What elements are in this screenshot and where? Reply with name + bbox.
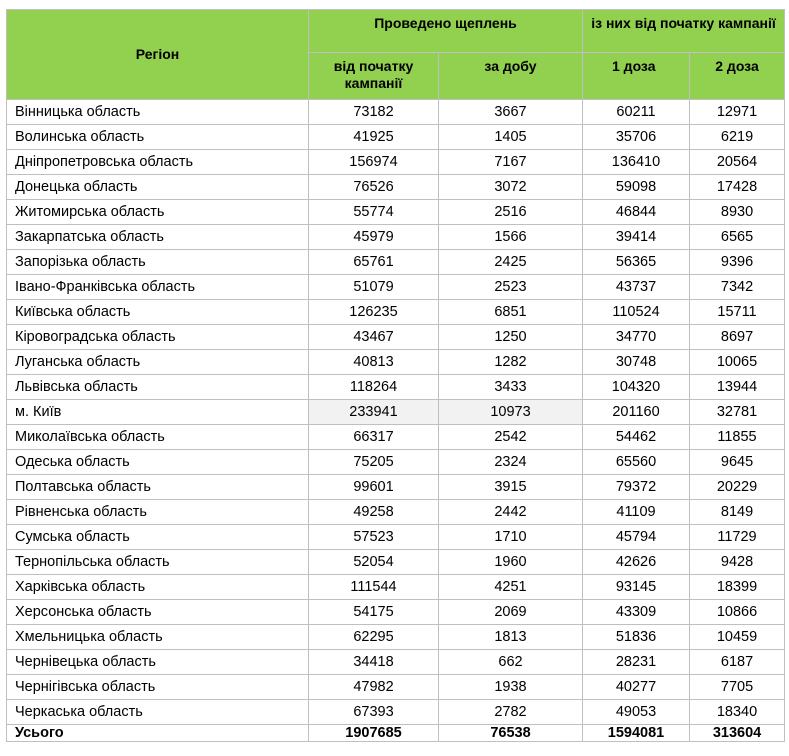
total-cell: 55774 xyxy=(309,200,439,225)
dose2-cell: 15711 xyxy=(690,300,785,325)
total-cell: 54175 xyxy=(309,600,439,625)
total-cell: 41925 xyxy=(309,125,439,150)
header-vaccinations: Проведено щеплень xyxy=(309,10,583,53)
per-day-cell: 3433 xyxy=(439,375,583,400)
total-cell: 34418 xyxy=(309,650,439,675)
dose1-cell: 104320 xyxy=(583,375,690,400)
region-cell: Вінницька область xyxy=(7,100,309,125)
region-cell: Чернівецька область xyxy=(7,650,309,675)
totals-row xyxy=(7,725,785,742)
total-cell: 99601 xyxy=(309,475,439,500)
dose1-cell: 93145 xyxy=(583,575,690,600)
dose1-cell: 136410 xyxy=(583,150,690,175)
vaccination-table xyxy=(6,9,785,742)
per-day-cell: 2516 xyxy=(439,200,583,225)
total-cell: 49258 xyxy=(309,500,439,525)
dose1-cell: 65560 xyxy=(583,450,690,475)
per-day-cell: 2324 xyxy=(439,450,583,475)
table-row xyxy=(7,700,785,725)
header-dose1: 1 доза xyxy=(583,53,690,100)
per-day-cell: 1710 xyxy=(439,525,583,550)
table-row xyxy=(7,175,785,200)
dose2-cell: 18340 xyxy=(690,700,785,725)
table-row xyxy=(7,250,785,275)
table-row xyxy=(7,550,785,575)
dose1-cell: 201160 xyxy=(583,400,690,425)
region-cell: Миколаївська область xyxy=(7,425,309,450)
dose1-cell: 60211 xyxy=(583,100,690,125)
region-cell: Полтавська область xyxy=(7,475,309,500)
dose1-cell: 45794 xyxy=(583,525,690,550)
dose2-cell: 10065 xyxy=(690,350,785,375)
total-cell: 75205 xyxy=(309,450,439,475)
region-cell: Луганська область xyxy=(7,350,309,375)
table-row xyxy=(7,400,785,425)
table-row xyxy=(7,525,785,550)
per-day-cell: 1282 xyxy=(439,350,583,375)
table-row xyxy=(7,300,785,325)
dose2-cell: 6187 xyxy=(690,650,785,675)
dose2-cell: 12971 xyxy=(690,100,785,125)
total-cell: 126235 xyxy=(309,300,439,325)
dose1-cell: 49053 xyxy=(583,700,690,725)
region-cell: Закарпатська область xyxy=(7,225,309,250)
table-row xyxy=(7,450,785,475)
dose2-cell: 9396 xyxy=(690,250,785,275)
dose2-cell: 10459 xyxy=(690,625,785,650)
table-body xyxy=(7,100,785,725)
table-row xyxy=(7,475,785,500)
totals-dose2: 313604 xyxy=(690,725,785,742)
region-cell: Кіровоградська область xyxy=(7,325,309,350)
table-row xyxy=(7,225,785,250)
table-row xyxy=(7,375,785,400)
totals-per-day: 76538 xyxy=(439,725,583,742)
table-header xyxy=(7,10,785,100)
dose2-cell: 6219 xyxy=(690,125,785,150)
region-cell: Харківська область xyxy=(7,575,309,600)
dose1-cell: 39414 xyxy=(583,225,690,250)
region-cell: Житомирська область xyxy=(7,200,309,225)
region-cell: Одеська область xyxy=(7,450,309,475)
header-region: Регіон xyxy=(7,10,309,100)
totals-total: 1907685 xyxy=(309,725,439,742)
table-row xyxy=(7,325,785,350)
table-row xyxy=(7,650,785,675)
table-row xyxy=(7,600,785,625)
table-row xyxy=(7,425,785,450)
per-day-cell: 2523 xyxy=(439,275,583,300)
table-row xyxy=(7,500,785,525)
dose1-cell: 35706 xyxy=(583,125,690,150)
per-day-cell: 1813 xyxy=(439,625,583,650)
per-day-cell: 1960 xyxy=(439,550,583,575)
dose1-cell: 43309 xyxy=(583,600,690,625)
region-cell: Хмельницька область xyxy=(7,625,309,650)
region-cell: Чернігівська область xyxy=(7,675,309,700)
total-cell: 233941 xyxy=(309,400,439,425)
table-row xyxy=(7,150,785,175)
total-cell: 51079 xyxy=(309,275,439,300)
total-cell: 118264 xyxy=(309,375,439,400)
header-of-them: із них від початку кампанії xyxy=(583,10,785,53)
per-day-cell: 1250 xyxy=(439,325,583,350)
table-row xyxy=(7,275,785,300)
total-cell: 73182 xyxy=(309,100,439,125)
per-day-cell: 1938 xyxy=(439,675,583,700)
region-cell: Запорізька область xyxy=(7,250,309,275)
dose2-cell: 20229 xyxy=(690,475,785,500)
region-cell: Львівська область xyxy=(7,375,309,400)
dose2-cell: 8149 xyxy=(690,500,785,525)
dose2-cell: 7705 xyxy=(690,675,785,700)
region-cell: Черкаська область xyxy=(7,700,309,725)
dose2-cell: 17428 xyxy=(690,175,785,200)
region-cell: Сумська область xyxy=(7,525,309,550)
dose2-cell: 8930 xyxy=(690,200,785,225)
table-row xyxy=(7,625,785,650)
total-cell: 66317 xyxy=(309,425,439,450)
dose2-cell: 32781 xyxy=(690,400,785,425)
table-row xyxy=(7,100,785,125)
total-cell: 65761 xyxy=(309,250,439,275)
total-cell: 52054 xyxy=(309,550,439,575)
total-cell: 62295 xyxy=(309,625,439,650)
dose1-cell: 43737 xyxy=(583,275,690,300)
per-day-cell: 10973 xyxy=(439,400,583,425)
dose2-cell: 11729 xyxy=(690,525,785,550)
total-cell: 111544 xyxy=(309,575,439,600)
per-day-cell: 2442 xyxy=(439,500,583,525)
region-cell: Київська область xyxy=(7,300,309,325)
total-cell: 45979 xyxy=(309,225,439,250)
per-day-cell: 7167 xyxy=(439,150,583,175)
table-row xyxy=(7,350,785,375)
region-cell: Херсонська область xyxy=(7,600,309,625)
total-cell: 40813 xyxy=(309,350,439,375)
dose1-cell: 59098 xyxy=(583,175,690,200)
dose1-cell: 79372 xyxy=(583,475,690,500)
dose2-cell: 11855 xyxy=(690,425,785,450)
total-cell: 76526 xyxy=(309,175,439,200)
dose1-cell: 54462 xyxy=(583,425,690,450)
per-day-cell: 662 xyxy=(439,650,583,675)
dose1-cell: 110524 xyxy=(583,300,690,325)
per-day-cell: 2425 xyxy=(439,250,583,275)
per-day-cell: 3915 xyxy=(439,475,583,500)
total-cell: 47982 xyxy=(309,675,439,700)
total-cell: 43467 xyxy=(309,325,439,350)
dose1-cell: 34770 xyxy=(583,325,690,350)
per-day-cell: 6851 xyxy=(439,300,583,325)
region-cell: м. Київ xyxy=(7,400,309,425)
dose2-cell: 9428 xyxy=(690,550,785,575)
region-cell: Волинська область xyxy=(7,125,309,150)
region-cell: Тернопільська область xyxy=(7,550,309,575)
per-day-cell: 1566 xyxy=(439,225,583,250)
header-dose2: 2 доза xyxy=(690,53,785,100)
totals-label: Усього xyxy=(7,725,309,742)
total-cell: 57523 xyxy=(309,525,439,550)
region-cell: Івано-Франківська область xyxy=(7,275,309,300)
table-row xyxy=(7,575,785,600)
dose1-cell: 41109 xyxy=(583,500,690,525)
per-day-cell: 1405 xyxy=(439,125,583,150)
header-per-day: за добу xyxy=(439,53,583,100)
dose1-cell: 51836 xyxy=(583,625,690,650)
dose2-cell: 13944 xyxy=(690,375,785,400)
per-day-cell: 3072 xyxy=(439,175,583,200)
region-cell: Донецька область xyxy=(7,175,309,200)
per-day-cell: 4251 xyxy=(439,575,583,600)
dose2-cell: 9645 xyxy=(690,450,785,475)
dose2-cell: 10866 xyxy=(690,600,785,625)
dose2-cell: 20564 xyxy=(690,150,785,175)
table-row xyxy=(7,200,785,225)
dose1-cell: 46844 xyxy=(583,200,690,225)
dose2-cell: 7342 xyxy=(690,275,785,300)
table-row xyxy=(7,125,785,150)
region-cell: Рівненська область xyxy=(7,500,309,525)
per-day-cell: 2782 xyxy=(439,700,583,725)
per-day-cell: 2069 xyxy=(439,600,583,625)
dose1-cell: 42626 xyxy=(583,550,690,575)
total-cell: 67393 xyxy=(309,700,439,725)
dose2-cell: 18399 xyxy=(690,575,785,600)
table-row xyxy=(7,675,785,700)
dose1-cell: 40277 xyxy=(583,675,690,700)
dose1-cell: 28231 xyxy=(583,650,690,675)
dose1-cell: 56365 xyxy=(583,250,690,275)
header-since-start: від початку кампанії xyxy=(309,53,439,100)
dose2-cell: 6565 xyxy=(690,225,785,250)
per-day-cell: 3667 xyxy=(439,100,583,125)
total-cell: 156974 xyxy=(309,150,439,175)
dose2-cell: 8697 xyxy=(690,325,785,350)
dose1-cell: 30748 xyxy=(583,350,690,375)
totals-dose1: 1594081 xyxy=(583,725,690,742)
per-day-cell: 2542 xyxy=(439,425,583,450)
region-cell: Дніпропетровська область xyxy=(7,150,309,175)
